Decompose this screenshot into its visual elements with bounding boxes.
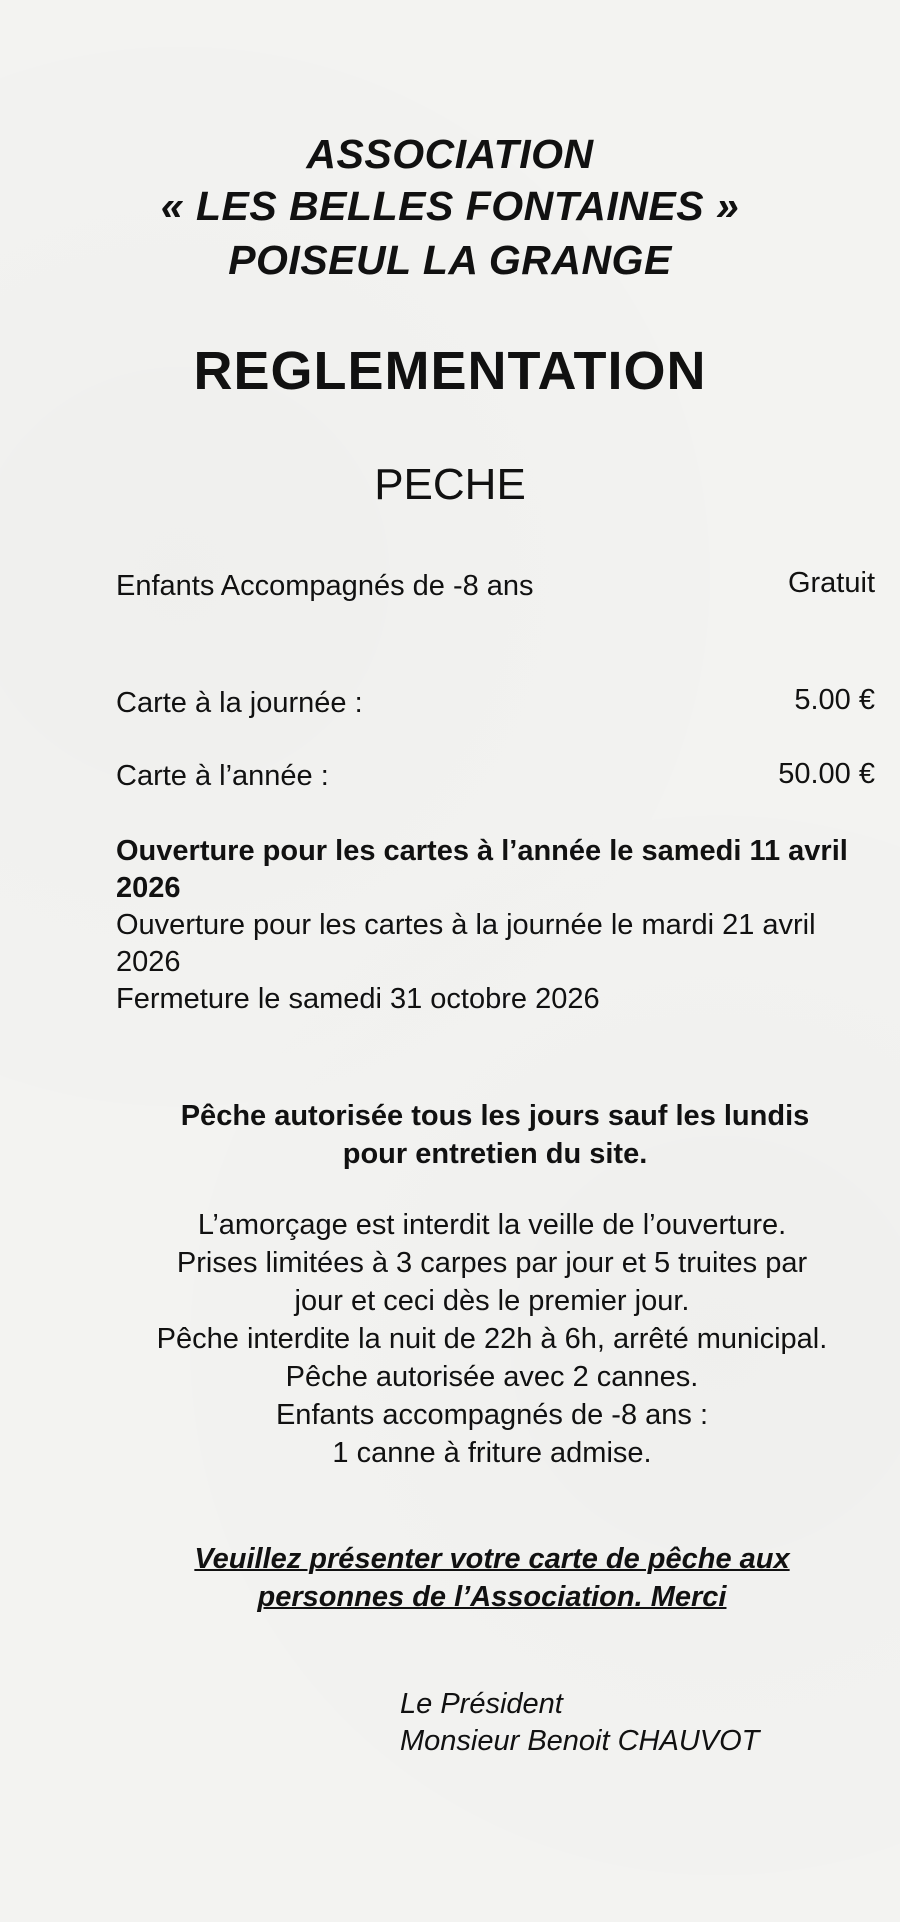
rule-line: Prises limitées à 3 carpes par jour et 5 truites par <box>176 1247 808 1279</box>
rule-line: Pêche interdite la nuit de 22h à 6h, arrêté municipal. <box>156 1323 828 1355</box>
signature-block <box>400 1686 759 1760</box>
card-presentation-note <box>0 1540 900 1616</box>
price-value-year-card: 50.00 € <box>778 758 875 790</box>
rule-line: jour et ceci dès le premier jour. <box>294 1285 690 1317</box>
rule-line: Pêche autorisée avec 2 cannes. <box>285 1361 699 1393</box>
opening-annual-date: Ouverture pour les cartes à l’année le samedi 11 avril 2026 <box>116 835 848 904</box>
rule-line: 1 canne à friture admise. <box>332 1437 652 1469</box>
rules-list <box>0 1206 900 1472</box>
section-heading: PECHE <box>374 460 526 509</box>
price-value-day-card: 5.00 € <box>794 684 875 716</box>
footer-note-line: Veuillez présenter votre carte de pêche aux <box>194 1543 790 1575</box>
price-label-year-card: Carte à l’année : <box>116 760 329 792</box>
association-name: « LES BELLES FONTAINES » <box>160 183 740 229</box>
closing-date: Fermeture le samedi 31 octobre 2026 <box>116 983 600 1015</box>
rule-line: L’amorçage est interdit la veille de l’ouverture. <box>197 1209 787 1241</box>
season-dates <box>116 833 876 1018</box>
fishing-days-notice <box>0 1097 900 1173</box>
page-title: REGLEMENTATION <box>193 341 707 401</box>
price-value-children: Gratuit <box>787 567 875 599</box>
signature-name: Monsieur Benoit CHAUVOT <box>400 1725 760 1757</box>
price-label-day-card: Carte à la journée : <box>116 687 363 719</box>
association-location: POISEUL LA GRANGE <box>228 237 672 283</box>
opening-daily-date: Ouverture pour les cartes à la journée le mardi 21 avril 2026 <box>116 909 816 978</box>
notice-line: pour entretien du site. <box>342 1138 648 1170</box>
association-title: ASSOCIATION <box>306 131 594 177</box>
signature-role: Le Président <box>400 1688 563 1720</box>
price-label-children: Enfants Accompagnés de -8 ans <box>116 570 534 602</box>
notice-line: Pêche autorisée tous les jours sauf les lundis <box>180 1100 810 1132</box>
rule-line: Enfants accompagnés de -8 ans : <box>275 1399 709 1431</box>
footer-note-line: personnes de l’Association. Merci <box>257 1581 727 1613</box>
